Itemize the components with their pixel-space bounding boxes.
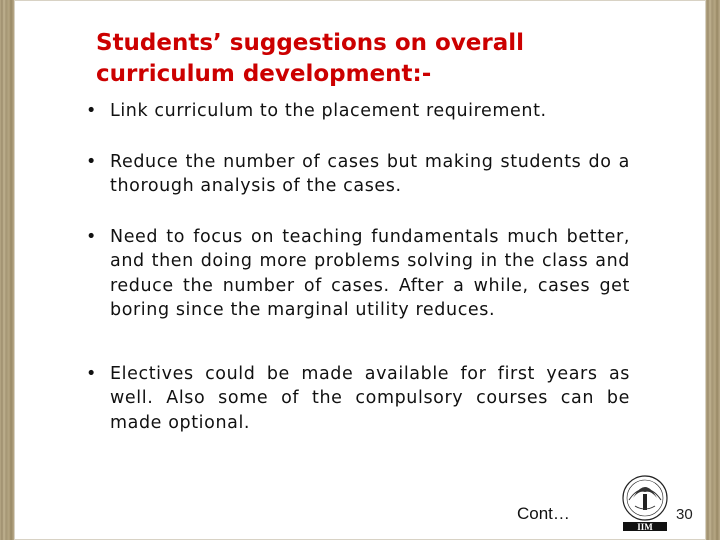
- institute-logo: [611, 468, 679, 536]
- bullet-item: • Electives could be made available for first years as well. Also some of the compulsory courses can be made optional.: [86, 362, 630, 436]
- continuation-text: Cont…: [517, 504, 570, 523]
- bullet-item: • Link curriculum to the placement requirement.: [86, 99, 630, 124]
- bullet-item: • Need to focus on teaching fundamentals much better, and then doing more problems solving in the class and reduce the number of cases. After a while, cases get boring since the marginal utility reduces.: [86, 225, 630, 323]
- left-wood-border: [0, 0, 14, 540]
- title-line-2: curriculum development:-: [96, 61, 432, 87]
- title-line-1: Students’ suggestions on overall: [96, 30, 525, 56]
- page-number: 30: [676, 506, 693, 523]
- slide-title: [96, 28, 616, 90]
- logo-text: IIM: [637, 522, 653, 532]
- bullet-item: • Reduce the number of cases but making students do a thorough analysis of the cases.: [86, 150, 630, 199]
- right-wood-border: [706, 0, 720, 540]
- slide: [14, 0, 706, 540]
- bullet-list: [86, 99, 630, 461]
